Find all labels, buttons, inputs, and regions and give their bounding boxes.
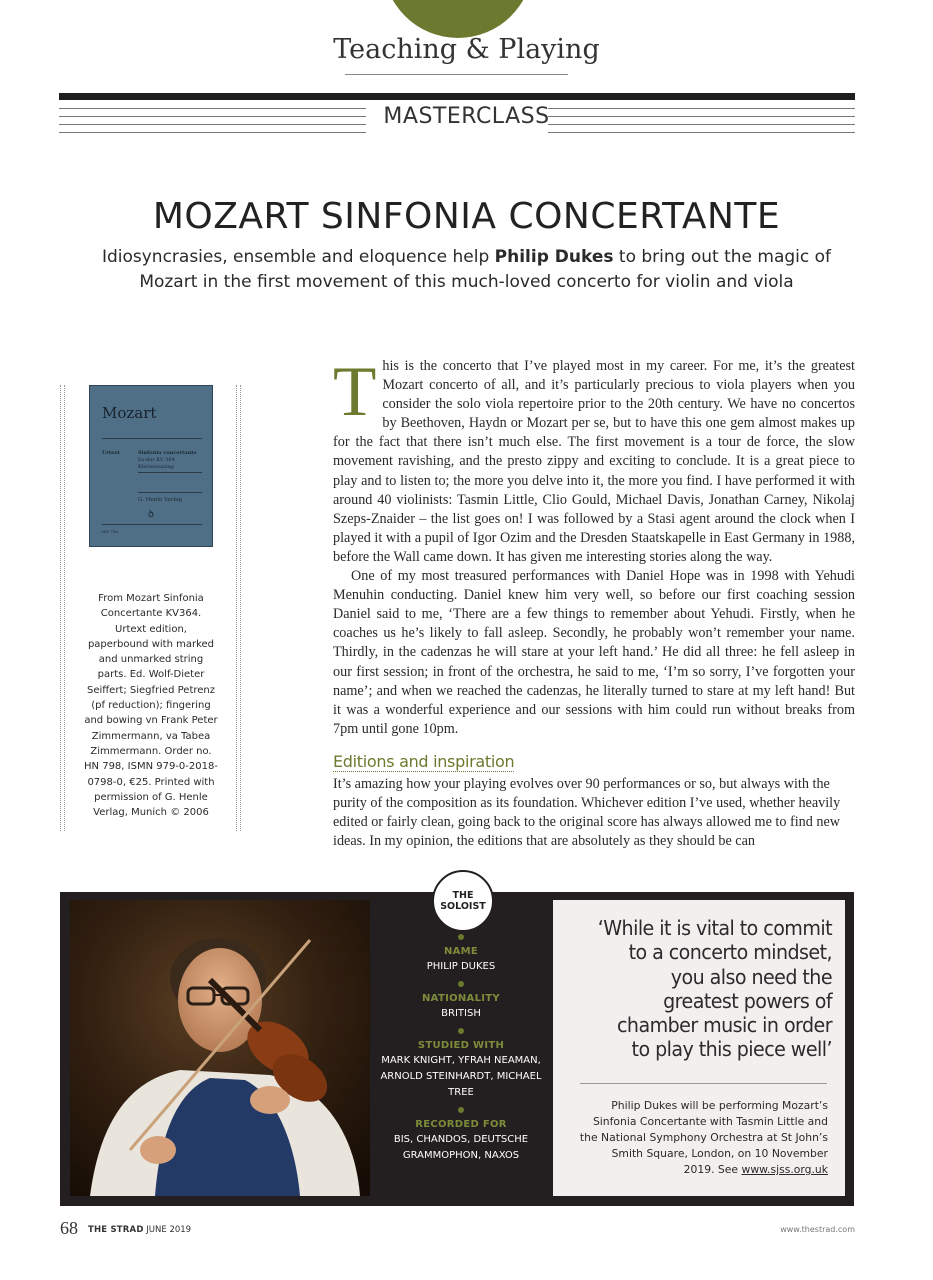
score-cover-rule (138, 472, 202, 473)
fact-value-name: PHILIP DUKES (426, 961, 496, 972)
section-subheading: Editions and inspiration (333, 752, 515, 771)
issue-date: JUNE 2019 (146, 1225, 192, 1235)
standfirst (80, 245, 853, 295)
footer-url[interactable]: www.thestrad.com (780, 1225, 855, 1234)
standfirst-author: Philip Dukes (494, 247, 614, 267)
score-cover-work: Sinfonia concertante (138, 450, 197, 456)
body-paragraph (333, 353, 855, 567)
section-title-underline (345, 74, 568, 75)
score-cover-publisher: G. Henle Verlag (138, 497, 182, 503)
article-body (333, 353, 855, 739)
sidebar-dotted-rule (240, 385, 241, 831)
bullet-dot (458, 1028, 464, 1034)
article-title: MOZART SINFONIA CONCERTANTE (152, 196, 781, 237)
header-thick-rule (59, 93, 855, 100)
score-cover-image (89, 385, 213, 547)
quote-divider (580, 1083, 827, 1084)
bullet-dot (458, 1107, 464, 1113)
sidebar-dotted-rule (236, 385, 237, 831)
score-cover-type: Klavierauszug (138, 464, 174, 470)
venue-link[interactable]: www.sjss.org.uk (741, 1163, 828, 1176)
footer-magazine (88, 1225, 191, 1235)
soloist-badge: THE SOLOIST (432, 870, 494, 932)
sidebar-dotted-rule (60, 385, 61, 831)
soloist-facts (372, 934, 550, 1170)
standfirst-text: Idiosyncrasies, ensemble and eloquence help (101, 247, 495, 267)
sidebar-dotted-rule (64, 385, 65, 831)
header-circle-decoration (383, 0, 533, 38)
fact-label-nationality: NATIONALITY (422, 993, 500, 1004)
fact-label-studied: STUDIED WITH (417, 1040, 505, 1051)
score-cover-rule (138, 492, 202, 493)
cover-caption: From Mozart Sinfonia Concertante KV364. Urtext edition, paperbound with marked and unmarked string parts. Ed. Wolf-Dieter Seiffert; Siegfried Petrenz (pf reduction); fingering and bowing vn Frank Peter Zimmermann, va Tabea Zimmermann. Order no. HN 798, ISMN 979-0-2018-0798-0, €25. Printed with permission of G. Henle Verlag, Munich © 2006 (84, 593, 218, 819)
section-title: Teaching & Playing (333, 34, 600, 65)
score-cover-rule (102, 524, 202, 525)
drop-cap: T (333, 353, 377, 431)
bullet-dot (458, 981, 464, 987)
standfirst-text: to bring out the magic of Mozart in the first movement of this much-loved concerto for violin and viola (139, 247, 832, 292)
soloist-photo (70, 900, 370, 1196)
page-number: 68 (60, 1218, 78, 1238)
score-cover-number: HN 798 (102, 529, 118, 534)
pull-quote: ‘While it is vital to commit to a concerto mindset, you also need the greatest powers of chamber music in order to play this piece well’ (597, 916, 832, 1062)
score-cover-urtext: Urtext (102, 450, 120, 456)
strand-label: MASTERCLASS (383, 104, 550, 129)
fact-value-nationality: BRITISH (441, 1008, 481, 1019)
score-cover-key: Es-dur KV 364 (138, 457, 175, 463)
body-paragraph: One of my most treasured performances with Daniel Hope was in 1998 with Yehudi Menuhin conducting. Daniel knew him very well, so before our first coaching session Daniel said to me, ‘There are a few things to remember about Yehudi. Firstly, when he coaches us he’s likely to fall asleep. Secondly, he probably won’t remember your name. Thirdly, in the cadenzas he will stare at your left hand.’ He did all three: he fell asleep in our first session; in front of the orchestra, he said to me, ‘I’m so sorry, I’ve forgotten your name’; and when we reached the cadenzas, he literally turned to stare at my left hand! But it was a wonderful experience and our sessions with him could run without breaks from 7pm until gone 10pm. (333, 568, 855, 737)
score-cover-title: Mozart (102, 404, 157, 422)
performance-note-text: Philip Dukes will be performing Mozart’s Sinfonia Concertante with Tasmin Little and the National Symphony Orchestra at St John’s Smith Square, London, on 10 November 2019. See (579, 1099, 828, 1176)
fact-value-studied: MARK KNIGHT, YFRAH NEAMAN, ARNOLD STEINHARDT, MICHAEL TREE (380, 1055, 542, 1098)
body-paragraph: It’s amazing how your playing evolves over 90 performances or so, but always with the purity of the composition as its foundation. Whichever edition I’ve used, whether heavily edited or fairly clean, going back to the original score has always allowed me to find new ideas. In my opinion, the editions that are absolutely as they should be can (333, 776, 841, 850)
fact-value-recorded: BIS, CHANDOS, DEUTSCHE GRAMMOPHON, NAXOS (393, 1134, 529, 1161)
score-cover-rule (102, 438, 202, 439)
paragraph-text: his is the concerto that I’ve played most in my career. For me, it’s the greatest Mozart concerto of all, and it’s particularly precious to viola players when you consider the solo viola repertoire prior to the 20th century. We have no concertos by Beethoven, Haydn or Mozart per se, but to have this one gem almost makes up for the fact that there isn’t much else. The first movement is a tour de force, the slow movement ravishing, and the presto zippy and exciting to conclude. It is a great piece to play and to listen to; the more you delve into it, the more you find. I have performed it with around 40 violinists: Tasmin Little, Clio Gould, Michael Davis, Jonathan Carney, Nikolaj Szeps-Znaider – the list goes on! I was followed by a Stasi agent around the clock when I played it with a pupil of Igor Ozim and the Dresden Staatskapelle in East Germany in 1988, before the Wall came down. It has given me interesting stories along the way. (333, 358, 855, 565)
performance-note (578, 1098, 828, 1178)
fact-label-recorded: RECORDED FOR (415, 1119, 507, 1130)
bullet-dot (458, 934, 464, 940)
magazine-name: THE STRAD (88, 1225, 144, 1235)
henle-logo-icon: ꝺ (148, 509, 154, 520)
fact-label-name: NAME (443, 946, 479, 957)
